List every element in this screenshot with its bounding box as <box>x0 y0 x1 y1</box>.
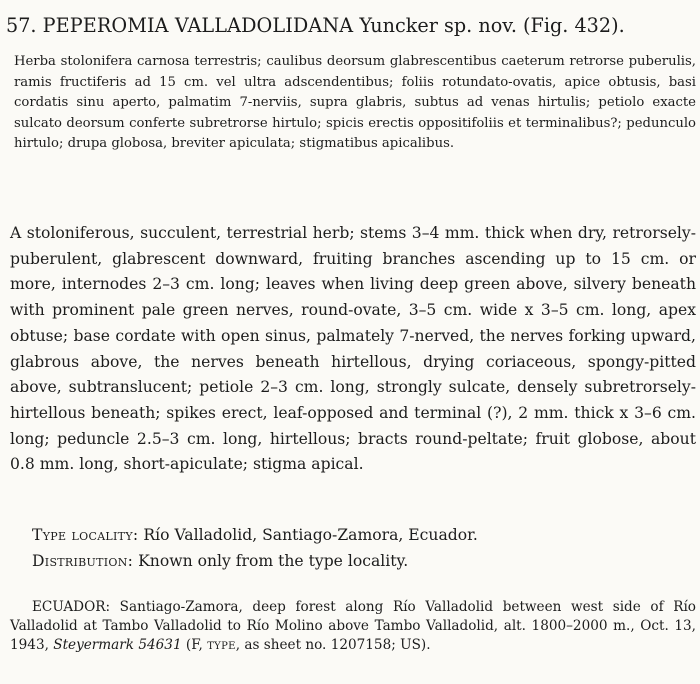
type-locality <box>32 523 692 547</box>
specimen-sheet: , as sheet no. 1207158; US). <box>235 637 431 654</box>
specimen-citation <box>10 598 696 656</box>
latin-diagnosis: Herba stolonifera carnosa terrestris; caulibus deorsum glabrescentibus caeterum retrorse puberulis, ramis fructiferis ad 15 cm. vel ultra adscendentibus; foliis rotundato-ovatis, apice obtusis, basi cordatis sinu aperto, palmatim 7-nerviis, supra glabris, subtus ad venas hirtulis; petiolo exacte sulcato deorsum conferte subretrorse hirtulo; spicis erectis oppositifoliis et terminalibus?; pedunculo hirtulo; drupa globosa, breviter apiculata; stigmatibus apicalibus. <box>14 54 696 151</box>
species-number: 57. <box>6 14 37 37</box>
distribution <box>32 549 692 573</box>
type-locality-label: Type locality: <box>32 526 139 544</box>
type-locality-text: Río Valladolid, Santiago-Zamora, Ecuador. <box>143 526 478 544</box>
english-description: A stoloniferous, succulent, terrestrial herb; stems 3–4 mm. thick when dry, retrorsely-puberulent, glabrescent downward, fruiting branches ascending up to 15 cm. or more, internodes 2–3 cm. long; leaves when living deep green above, silvery beneath with prominent pale green nerves, round-ovate, 3–5 cm. wide x 3–5 cm. long, apex obtuse; base cordate with open sinus, palmately 7-nerved, the nerves forking upward, glabrous above, the nerves beneath hirtellous, drying coriaceous, spongy-pitted above, subtranslucent; petiole 2–3 cm. long, strongly sulcate, densely subretrorsely-hirtellous beneath; spikes erect, leaf-opposed and terminal (?), 2 mm. thick x 3–6 cm. long; peduncle 2.5–3 cm. long, hirtellous; bracts round-peltate; fruit globose, about 0.8 mm. long, short-apiculate; stigma apical. <box>10 224 696 474</box>
specimen-herbarium: (F, <box>185 637 203 654</box>
species-name: PEPEROMIA VALLADOLIDANA <box>42 14 354 37</box>
distribution-text: Known only from the type locality. <box>138 552 409 570</box>
distribution-label: Distribution: <box>32 552 134 570</box>
species-author: Yuncker sp. nov. <box>359 14 517 37</box>
collector-number: Steyermark 54631 <box>53 637 182 654</box>
type-designation: type <box>207 637 236 654</box>
species-heading <box>6 12 696 40</box>
specimen-country: ECUADOR: <box>32 599 111 615</box>
figure-reference: (Fig. 432). <box>523 14 625 37</box>
specimen-locality: Santiago-Zamora, deep forest along Río Valladolid between west side of Río Valladolid at Tambo Valladolid to Río Molino above Tambo Valladolid, alt. 1800–2000 m., Oct. 13, 1943, <box>10 599 696 654</box>
